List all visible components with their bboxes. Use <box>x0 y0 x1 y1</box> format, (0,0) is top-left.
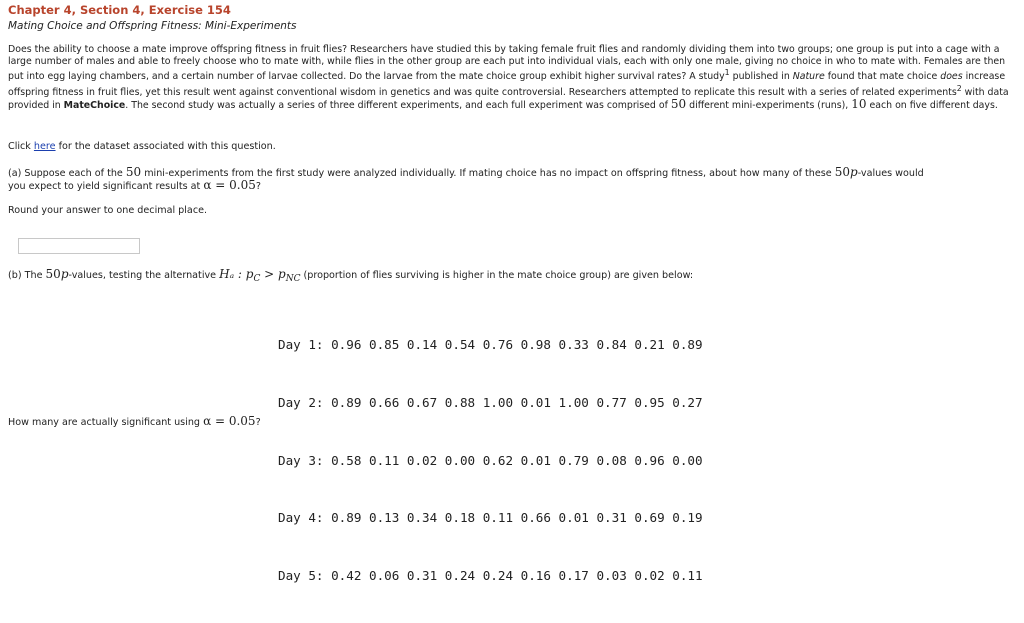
intro-text-2: published in <box>729 71 793 83</box>
alt-hypothesis-gt: > p <box>260 267 286 281</box>
num-50: 50 <box>834 165 851 179</box>
num-10: 10 <box>851 96 867 111</box>
part-b-line <box>8 267 693 284</box>
part-b-text: (proportion of flies surviving is higher in the mate choice group) are given below: <box>300 270 694 281</box>
intro-paragraph <box>8 44 1016 111</box>
dataset-link[interactable]: here <box>33 141 56 152</box>
click-pre: Click <box>8 141 34 152</box>
part-c-text: ? <box>255 417 261 428</box>
part-a-text: you expect to yield significant results at <box>8 181 204 192</box>
num-50: 50 <box>125 165 142 179</box>
intro-text-5: with data provided in <box>8 87 1009 111</box>
part-a-line-1 <box>8 165 924 179</box>
part-a-line-2 <box>8 178 261 192</box>
intro-text-1: Does the ability to choose a mate improve offspring fitness in fruit flies? Researchers have studied this by taking female fruit flies and randomly dividing them into two groups; one group is put into a cage with a large number of males and able to freely choose who to mate with, while flies in the other group are each put into individual vials, each with only one male, giving no choice in who to mate with. Females are then put into egg laying chambers, and a certain number of larvae collected. Do the larvae from the mate choice group exhibit higher survival rates? A study <box>8 44 1006 83</box>
answer-a-input[interactable] <box>18 238 140 254</box>
alpha-value: α = 0.05 <box>203 178 256 192</box>
p-symbol: p <box>850 165 858 179</box>
pvalue-row-day-3: Day 3: 0.58 0.11 0.02 0.00 0.62 0.01 0.79 0.08 0.96 0.00 <box>278 452 703 468</box>
page-subtitle: Mating Choice and Offspring Fitness: Mini-Experiments <box>8 20 297 32</box>
intro-text-4: increase offspring fitness in fruit flies, yet this result went against conventional wisdom in genetics and was quite controversial. Researchers attempted to replicate this result with a series of related experiments <box>8 71 1006 99</box>
part-a-text: (a) Suppose each of the <box>8 168 126 179</box>
subscript-nc: NC <box>285 273 301 284</box>
alt-hypothesis: Hₐ : p <box>219 267 254 281</box>
part-c-text: How many are actually significant using <box>8 417 204 428</box>
part-b-text: -values, testing the alternative <box>68 270 220 281</box>
num-50: 50 <box>45 267 61 281</box>
dataset-line <box>8 141 276 152</box>
alpha-value: α = 0.05 <box>203 414 256 428</box>
part-c-question <box>8 414 261 428</box>
footnote-2: 2 <box>956 83 962 93</box>
part-a-text: ? <box>255 181 261 192</box>
part-b-text: (b) The <box>8 270 46 281</box>
intro-text-7: different mini-experiments (runs), <box>686 99 852 111</box>
subscript-c: C <box>253 273 261 284</box>
pvalue-table <box>278 297 703 623</box>
pvalue-row-day-2: Day 2: 0.89 0.66 0.67 0.88 1.00 0.01 1.00 0.77 0.95 0.27 <box>278 395 703 411</box>
pvalue-row-day-5: Day 5: 0.42 0.06 0.31 0.24 0.24 0.16 0.17 0.03 0.02 0.11 <box>278 567 703 583</box>
click-post: for the dataset associated with this question. <box>55 141 276 152</box>
intro-text-8: each on five different days. <box>866 99 998 111</box>
dataset-name: MateChoice <box>63 99 126 111</box>
p-symbol: p <box>60 267 69 281</box>
journal-name: Nature <box>792 71 825 83</box>
emphasis-does: does <box>940 71 963 83</box>
part-a-text: -values would <box>857 168 924 179</box>
round-instruction: Round your answer to one decimal place. <box>8 205 208 216</box>
intro-text-6: . The second study was actually a series of three different experiments, and each full experiment was comprised of <box>125 99 671 111</box>
intro-text-3: found that mate choice <box>824 71 941 83</box>
num-50: 50 <box>670 96 687 111</box>
pvalue-row-day-4: Day 4: 0.89 0.13 0.34 0.18 0.11 0.66 0.01 0.31 0.69 0.19 <box>278 510 703 526</box>
footnote-1: 1 <box>724 68 730 78</box>
pvalue-row-day-1: Day 1: 0.96 0.85 0.14 0.54 0.76 0.98 0.33 0.84 0.21 0.89 <box>278 337 703 353</box>
part-a-text: mini-experiments from the first study were analyzed individually. If mating choice has no impact on offspring fitness, about how many of these <box>141 168 835 179</box>
page-title: Chapter 4, Section 4, Exercise 154 <box>8 3 231 17</box>
